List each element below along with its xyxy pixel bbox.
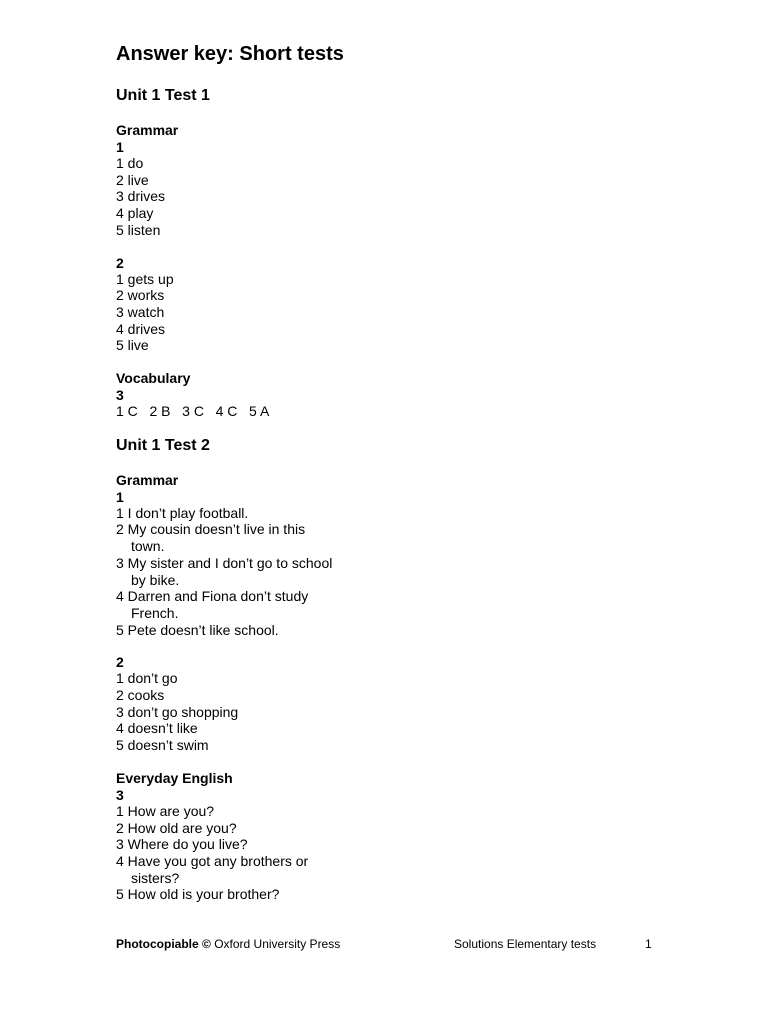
page-footer xyxy=(116,937,656,955)
answer-line-continuation: sisters? xyxy=(131,869,180,886)
answer-line: 3 Where do you live? xyxy=(116,836,248,853)
answer-line: 1 don’t go xyxy=(116,670,178,687)
answer-line: 2 live xyxy=(116,171,149,188)
answer-key-content xyxy=(116,42,536,919)
answer-line: 3 My sister and I don’t go to school xyxy=(116,554,333,571)
answer-line: 1 C 2 B 3 C 4 C 5 A xyxy=(116,403,270,420)
exercise-number: 2 xyxy=(116,654,124,671)
section-label: Grammar xyxy=(116,471,179,488)
answer-line: 4 drives xyxy=(116,320,166,337)
exercise-number: 1 xyxy=(116,139,124,155)
answer-line: 3 drives xyxy=(116,188,166,205)
answer-line: 1 do xyxy=(116,155,144,171)
exercise-section xyxy=(116,654,536,754)
answer-line: 3 don’t go shopping xyxy=(116,703,239,720)
footer-copyright xyxy=(116,937,340,951)
answer-line-continuation: by bike. xyxy=(131,571,180,588)
unit-block xyxy=(116,86,536,420)
section-label: Grammar xyxy=(116,122,179,138)
answer-line: 5 listen xyxy=(116,221,161,238)
exercise-number: 3 xyxy=(116,786,124,803)
unit-block xyxy=(116,436,536,903)
answer-line: 2 How old are you? xyxy=(116,819,237,836)
unit-title: Unit 1 Test 2 xyxy=(116,436,210,454)
answer-line: 2 My cousin doesn’t live in this xyxy=(116,521,306,538)
answer-line: 1 gets up xyxy=(116,270,174,287)
publisher-name: Oxford University Press xyxy=(214,937,341,951)
answer-line: 2 works xyxy=(116,287,165,304)
answer-line: 4 doesn’t like xyxy=(116,720,198,737)
answer-line: 5 doesn’t swim xyxy=(116,737,209,754)
vocabulary-section xyxy=(116,370,536,420)
grammar-section xyxy=(116,472,536,639)
grammar-section xyxy=(116,122,536,239)
exercise-number: 3 xyxy=(116,387,124,404)
photocopiable-label: Photocopiable © xyxy=(116,937,211,951)
exercise-section xyxy=(116,255,536,355)
answer-line: 4 play xyxy=(116,205,154,222)
section-label: Vocabulary xyxy=(116,370,191,387)
exercise-number: 2 xyxy=(116,254,124,271)
answer-line: 5 live xyxy=(116,337,149,354)
answer-line: 4 Have you got any brothers or xyxy=(116,852,309,869)
footer-series: Solutions Elementary tests xyxy=(454,937,597,951)
page-number: 1 xyxy=(645,937,652,951)
answer-line: 3 watch xyxy=(116,303,165,320)
answer-line-continuation: French. xyxy=(131,604,179,621)
exercise-number: 1 xyxy=(116,488,124,505)
answer-line: 2 cooks xyxy=(116,687,165,704)
answer-line: 5 Pete doesn’t like school. xyxy=(116,621,279,638)
answer-line: 1 How are you? xyxy=(116,802,215,819)
unit-title: Unit 1 Test 1 xyxy=(116,87,210,104)
answer-line: 4 Darren and Fiona don’t study xyxy=(116,588,309,605)
answer-line: 5 How old is your brother? xyxy=(116,886,280,903)
answer-line-continuation: town. xyxy=(131,538,165,555)
section-label: Everyday English xyxy=(116,769,233,786)
page-title: Answer key: Short tests xyxy=(116,43,344,65)
everyday-english-section xyxy=(116,770,536,903)
answer-line: 1 I don’t play football. xyxy=(116,504,249,521)
